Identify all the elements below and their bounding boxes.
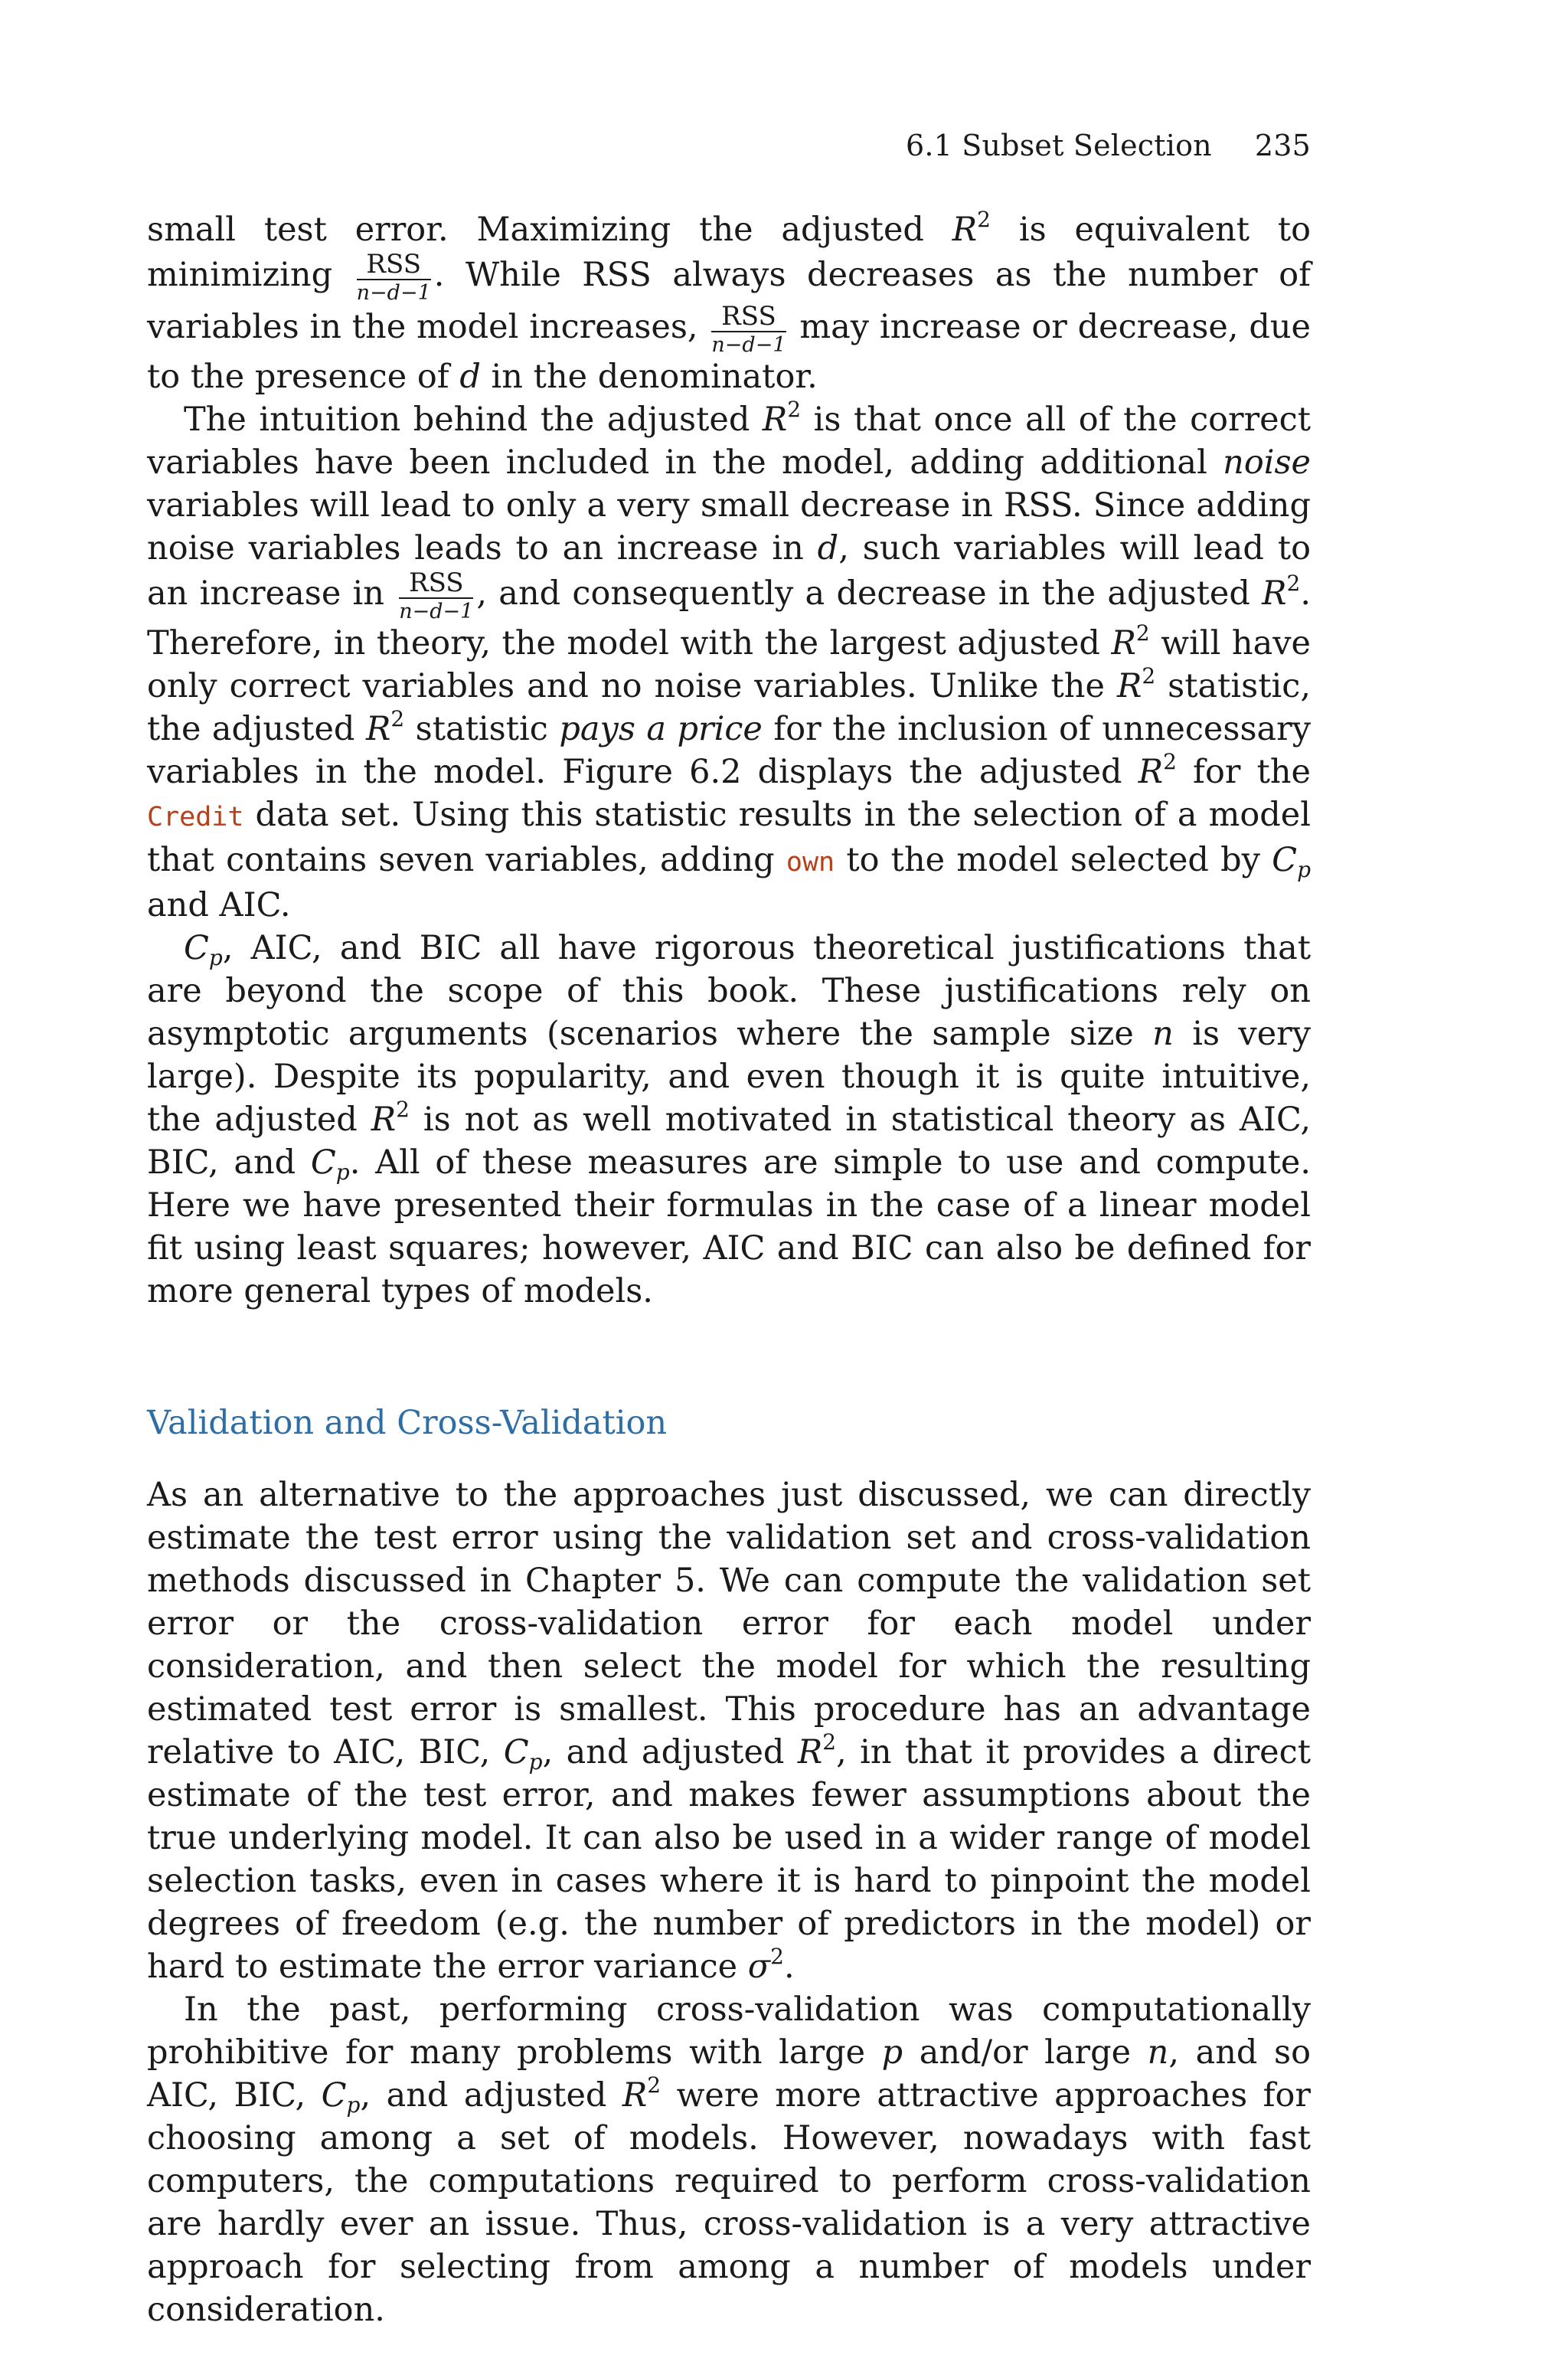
text-run: may increase or decrease, due to the presence of: [147, 308, 1311, 396]
page-number: 235: [1254, 129, 1311, 162]
text-run: In the past, performing cross-validation was computationally prohibitive for many problems with large: [147, 1990, 1311, 2072]
math-r: R: [1138, 753, 1164, 791]
text-run: for the inclusion of unnecessary variables in the model. Figure 6.2 displays the adjusted: [147, 710, 1311, 791]
math-subscript: p: [1297, 857, 1311, 882]
text-run: The intuition behind the adjusted: [184, 401, 763, 439]
math-superscript: 2: [647, 2072, 662, 2098]
math-r: R: [371, 1101, 397, 1139]
math-r: R: [365, 710, 391, 748]
text-run: in the denominator.: [480, 358, 818, 396]
running-header-section: 6.1 Subset Selection: [905, 129, 1212, 162]
text-run: , AIC, and BIC all have rigorous theoretical justifications that are beyond the scope of this book. These justifications rely on asymptotic arguments (scenarios where the sample size: [147, 929, 1311, 1053]
math-r: R: [952, 211, 978, 249]
math-c: C: [321, 2076, 347, 2115]
math-r: R: [762, 401, 788, 439]
math-c: C: [1272, 841, 1298, 879]
math-superscript: 2: [770, 1944, 784, 1969]
text-run: . While RSS always decreases as the number of variables in the model increases,: [147, 256, 1312, 346]
math-superscript: 2: [396, 1097, 410, 1122]
math-c: C: [503, 1733, 529, 1771]
running-header: [906, 129, 1311, 162]
fraction-numerator: RSS: [711, 303, 786, 332]
math-r: R: [1111, 624, 1136, 662]
math-superscript: 2: [1142, 663, 1156, 689]
math-superscript: 2: [1286, 571, 1301, 596]
fraction-numerator: RSS: [399, 570, 473, 599]
text-run: .: [783, 1948, 795, 1986]
fraction-rss: [711, 303, 786, 355]
text-run: , and adjusted: [360, 2076, 622, 2115]
page-body: [147, 208, 1311, 2331]
paragraph-past-computation: [147, 1988, 1311, 2331]
math-d: d: [459, 358, 481, 396]
paragraph-adjusted-r2-intro: [147, 208, 1311, 398]
math-n: n: [1152, 1015, 1174, 1053]
text-run: , and consequently a decrease in the adjusted: [476, 574, 1263, 613]
math-c: C: [310, 1143, 336, 1182]
text-run: is very large). Despite its popularity, and even though it is quite intuitive, the adjusted: [147, 1015, 1311, 1139]
text-run: statistic: [404, 710, 560, 748]
fraction-denominator: n−d−1: [711, 333, 786, 357]
text-run: were more attractive approaches for choosing among a set of models. However, nowadays with fast computers, the computations required to perform cross-validation are hardly ever an issue. Thus, cross-validation is a very attractive approach for selecting from among a number of models under consideration.: [147, 2076, 1311, 2329]
math-subscript: p: [335, 1160, 350, 1185]
text-run: , such variables will lead to an increase in: [147, 529, 1311, 613]
math-subscript: p: [528, 1749, 543, 1775]
math-superscript: 2: [787, 397, 802, 422]
fraction-rss: [357, 251, 431, 303]
text-run: is that once all of the correct variables have been included in the model, adding additional: [147, 401, 1311, 482]
math-p: p: [881, 2033, 903, 2072]
text-run: As an alternative to the approaches just discussed, we can directly estimate the test error using the validation set and cross-validation methods discussed in Chapter 5. We can compute the validation set error or the cross-validation error for each model under consideration, and then select the model for which the resulting estimated test error is smallest. This procedure has an advantage relative to AIC, BIC,: [147, 1476, 1311, 1771]
fraction-denominator: n−d−1: [356, 281, 431, 305]
text-run: is equivalent to minimizing: [147, 211, 1311, 294]
text-run: variables will lead to only a very small decrease in RSS. Since adding noise variables leads to an increase in: [147, 486, 1311, 568]
paragraph-validation: [147, 1474, 1311, 1988]
math-r: R: [1262, 574, 1287, 613]
math-subscript: p: [346, 2092, 361, 2118]
emphasis-pays-a-price: pays a price: [559, 710, 763, 748]
text-run: . All of these measures are simple to use and compute. Here we have presented their formulas in the case of a linear model fit using least squares; however, AIC and BIC can also be defined for more general types of models.: [147, 1143, 1311, 1310]
text-run: , in that it provides a direct estimate of the test error, and makes fewer assumptions about the true underlying model. It can also be used in a wider range of model selection tasks, even in cases where it is hard to pinpoint the model degrees of freedom (e.g. the number of predictors in the model) or hard to estimate the error variance: [147, 1733, 1311, 1986]
text-run: . Therefore, in theory, the model with the largest adjusted: [147, 574, 1311, 662]
math-n: n: [1147, 2033, 1169, 2072]
emphasis-noise: noise: [1223, 443, 1311, 482]
math-superscript: 2: [1163, 749, 1177, 774]
math-subscript: p: [208, 945, 223, 970]
fraction-numerator: RSS: [357, 251, 431, 280]
code-credit: Credit: [147, 802, 244, 832]
paragraph-justifications: [147, 927, 1311, 1313]
math-c: C: [184, 929, 209, 967]
text-run: and AIC.: [147, 886, 291, 924]
text-run: for the: [1176, 753, 1311, 791]
math-sigma: σ: [747, 1948, 771, 1986]
fraction-rss: [399, 570, 473, 622]
text-run: to the model selected by: [835, 841, 1272, 879]
book-page: [147, 0, 1311, 2378]
math-d: d: [817, 529, 839, 568]
math-r: R: [797, 1733, 823, 1771]
text-run: , and so AIC, BIC,: [147, 2033, 1311, 2115]
math-r: R: [1116, 667, 1142, 705]
math-superscript: 2: [822, 1729, 837, 1755]
text-run: , and adjusted: [542, 1733, 798, 1771]
text-run: data set. Using this statistic results in the selection of a model that contains seven variables, adding: [147, 796, 1311, 879]
math-superscript: 2: [1135, 620, 1150, 646]
text-run: and/or large: [903, 2033, 1148, 2072]
text-run: small test error. Maximizing the adjusted: [147, 211, 952, 249]
paragraph-intuition: [147, 398, 1311, 927]
math-superscript: 2: [977, 207, 991, 232]
math-superscript: 2: [390, 706, 405, 731]
code-own: own: [786, 847, 835, 878]
section-heading: Validation and Cross-Validation: [147, 1404, 668, 1442]
text-run: is not as well motivated in statistical theory as AIC, BIC, and: [147, 1101, 1311, 1182]
text-run: statistic, the adjusted: [147, 667, 1311, 748]
fraction-denominator: n−d−1: [399, 600, 474, 623]
text-run: will have only correct variables and no noise variables. Unlike the: [147, 624, 1311, 705]
math-r: R: [622, 2076, 648, 2115]
